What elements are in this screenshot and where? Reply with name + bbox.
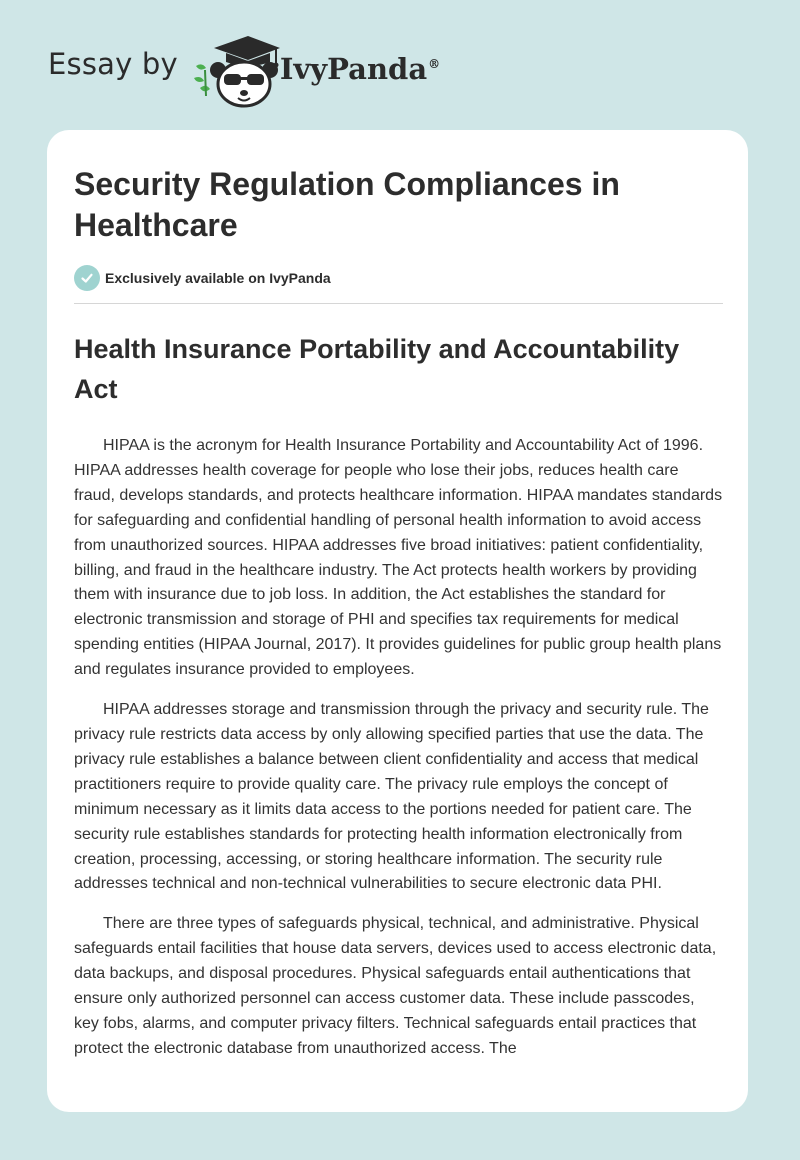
paragraph: HIPAA addresses storage and transmission through the privacy and security rule. The privacy rule restricts data access by only allowing specified parties that use the data. The privacy rule establishes a balance between client confidentiality and access that medical practitioners require to provide quality care. The privacy rule employs the concept of minimum necessary as it limits data access to the portions needed for patient care. The security rule establishes standards for protecting health information electronically from creation, processing, accessing, or storing healthcare information. The security rule addresses technical and non-technical vulnerabilities to secure electronic data PHI. [74,701,709,893]
essay-by-label: Essay by [48,47,178,81]
badge-text: Exclusively available on IvyPanda [105,270,331,286]
panda-graduate-icon[interactable] [190,30,282,110]
registered-mark: ® [428,57,441,72]
paragraph: There are three types of safeguards physical, technical, and administrative. Physical safeguards entail facilities that house data servers, devices used to access electronic data, data backups, and disposal procedures. Physical safeguards entail authentications that ensure only authorized personnel can access customer data. These include passcodes, key fobs, alarms, and computer privacy filters. Technical safeguards entail practices that protect the electronic database from unauthorized access. The [74,915,717,1057]
page-title: Security Regulation Compliances in Healthcare [74,166,620,243]
exclusive-badge [74,265,723,291]
paragraph: HIPAA is the acronym for Health Insurance Portability and Accountability Act of 1996. HIPAA addresses health coverage for people who lose their jobs, reduces health care fraud, develops standards, and protects healthcare information. HIPAA mandates standards for safeguarding and confidential handling of personal health information to avoid access from unauthorized sources. HIPAA addresses five broad initiatives: patient confidentiality, billing, and fraud in the healthcare industry. The Act protects health workers by providing them with insurance due to job loss. In addition, the Act establishes the standard for electronic transmission and storage of PHI and specifies tax requirements for medical spending entities (HIPAA Journal, 2017). It provides guidelines for public group health plans and regulates insurance provided to employees. [74,437,723,679]
site-header [48,30,440,110]
essay-card [47,130,748,1112]
brand-name-text: IvyPanda [279,52,428,86]
check-circle-icon [74,265,100,291]
divider [74,303,723,304]
section-heading: Health Insurance Portability and Accountability Act [74,334,680,404]
brand-name[interactable] [280,52,440,86]
